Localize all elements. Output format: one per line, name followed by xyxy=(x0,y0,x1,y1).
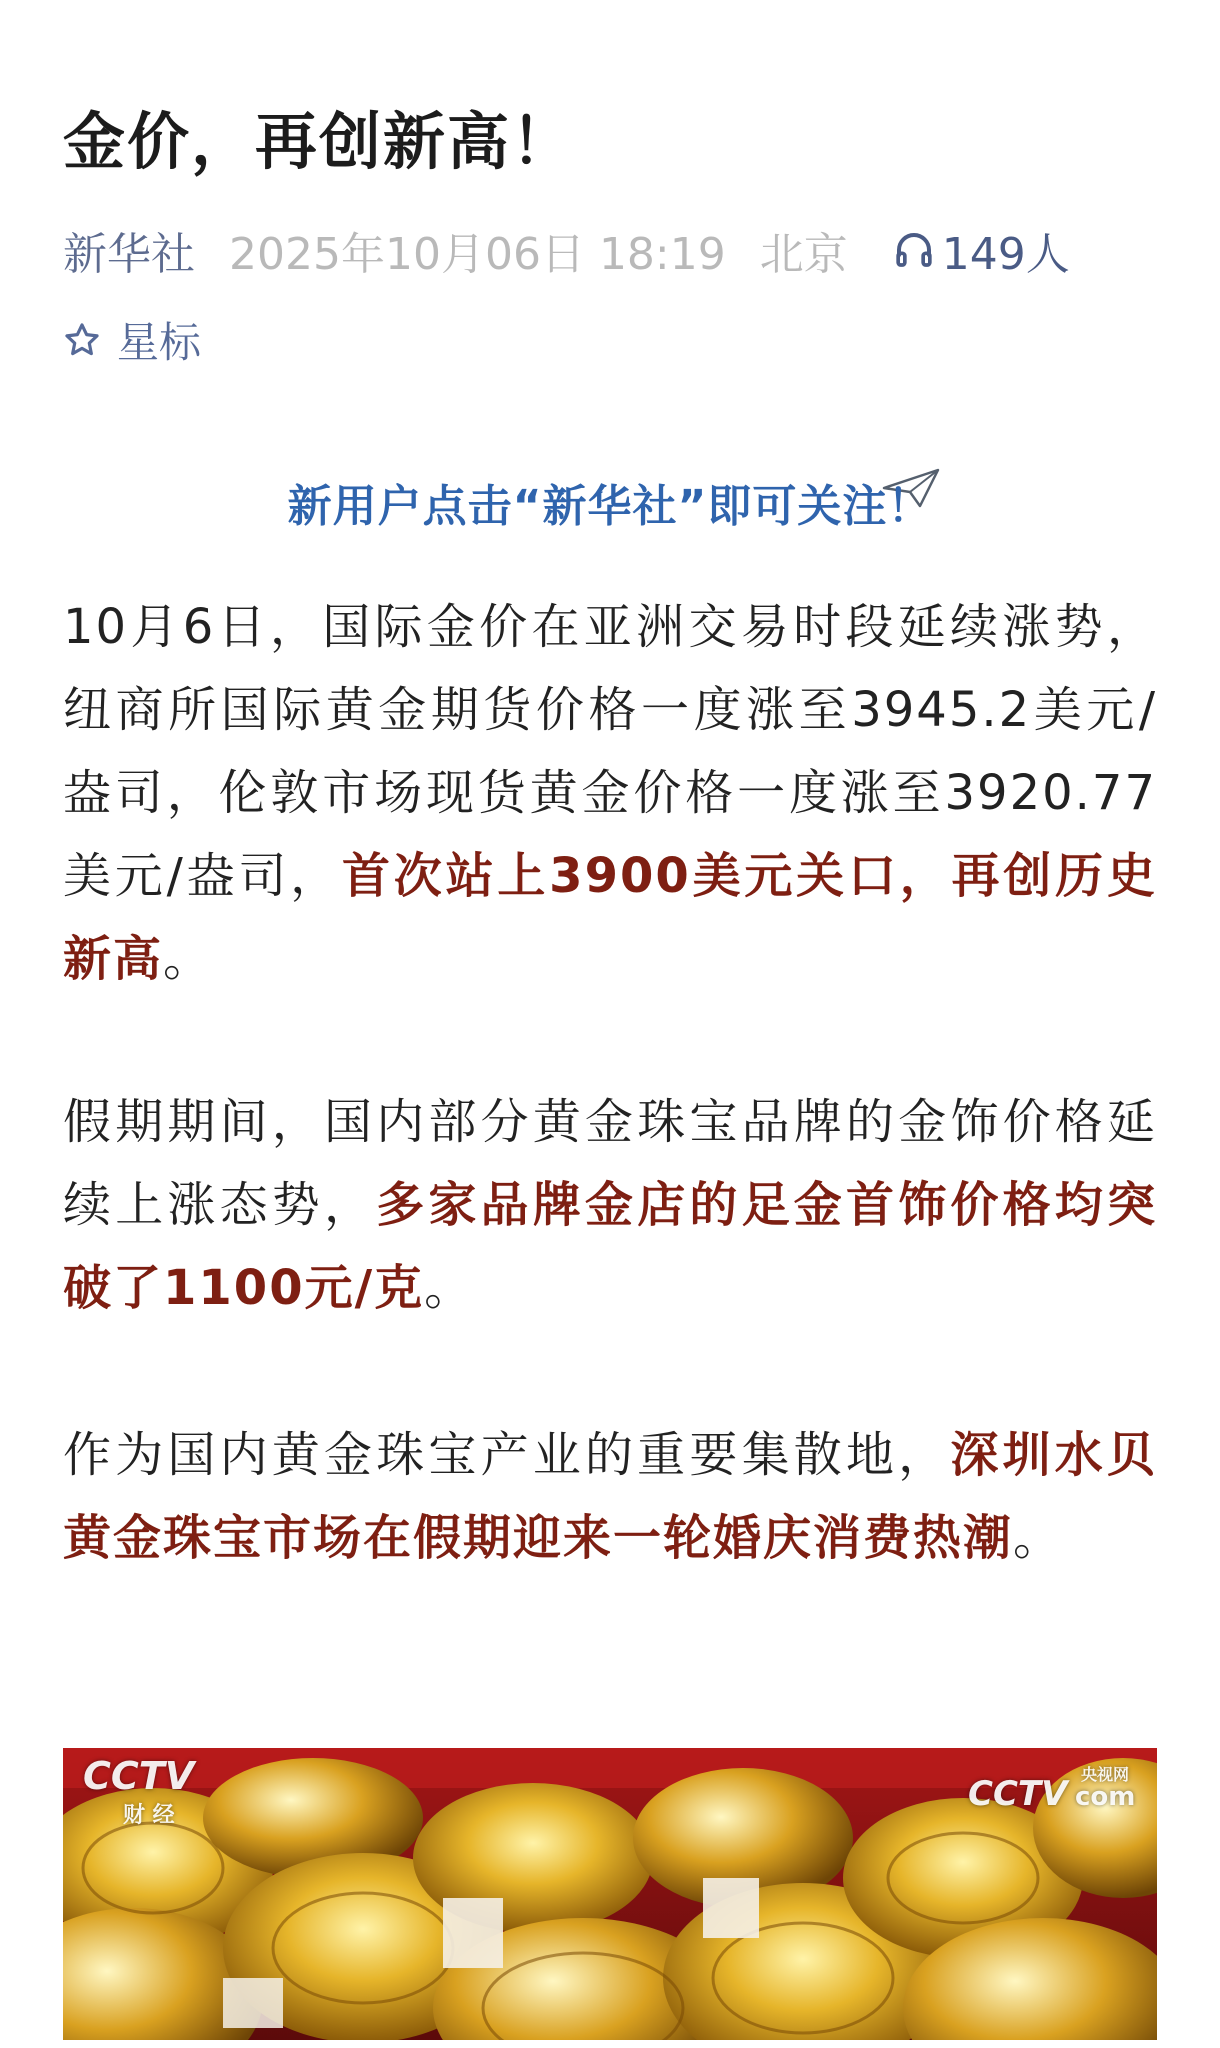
cctv-finance-sub: 财 经 xyxy=(123,1803,175,1828)
paragraph-3-text: 作为国内黄金珠宝产业的重要集散地， xyxy=(63,1427,951,1483)
paragraph-2-highlight: 多家品牌金店的足金首饰价格均突破了1100元/克 xyxy=(63,1177,1157,1316)
paragraph-2-text: 假期期间，国内部分黄金珠宝品牌的金饰价格延续上涨态势， xyxy=(63,1094,1157,1233)
listen-count: 149人 xyxy=(941,229,1070,280)
paragraph-3 xyxy=(63,1414,1157,1580)
publish-location: 北京 xyxy=(759,229,848,280)
article-title: 金价，再创新高！ xyxy=(63,105,576,178)
follow-banner[interactable]: 新用户点击“新华社”即可关注！ xyxy=(287,481,933,532)
cctv-com-logo: CCTV xyxy=(968,1774,1068,1814)
paragraph-1-highlight: 首次站上3900美元关口，再创历史新高 xyxy=(63,848,1157,987)
paragraph-3-end: 。 xyxy=(1013,1510,1064,1566)
star-button[interactable] xyxy=(63,312,201,368)
cctv-com-suffix: com xyxy=(1075,1782,1136,1812)
paragraph-2-end: 。 xyxy=(424,1260,475,1316)
source-link[interactable]: 新华社 xyxy=(63,229,195,280)
publish-time: 2025年10月06日 18:19 xyxy=(229,229,726,280)
headphones-icon xyxy=(894,230,934,270)
paragraph-1-end: 。 xyxy=(163,931,214,987)
paragraph-1 xyxy=(63,586,1157,1001)
listen-button[interactable] xyxy=(894,218,1070,282)
star-outline-icon xyxy=(63,321,101,359)
paragraph-3-highlight: 深圳水贝黄金珠宝市场在假期迎来一轮婚庆消费热潮 xyxy=(63,1427,1157,1566)
article-meta xyxy=(63,220,1070,280)
article-photo[interactable] xyxy=(63,1748,1157,2048)
bottom-edge xyxy=(0,2040,1220,2048)
paragraph-1-text: 10月6日，国际金价在亚洲交易时段延续涨势，纽商所国际黄金期货价格一度涨至3945.2美元/盎司，伦敦市场现货黄金价格一度涨至3920.77美元/盎司， xyxy=(63,599,1157,904)
cctv-com-sub: 央视网 xyxy=(1081,1765,1130,1784)
star-label: 星标 xyxy=(117,318,202,367)
paragraph-2 xyxy=(63,1081,1157,1330)
cctv-finance-logo: CCTV xyxy=(83,1754,195,1798)
